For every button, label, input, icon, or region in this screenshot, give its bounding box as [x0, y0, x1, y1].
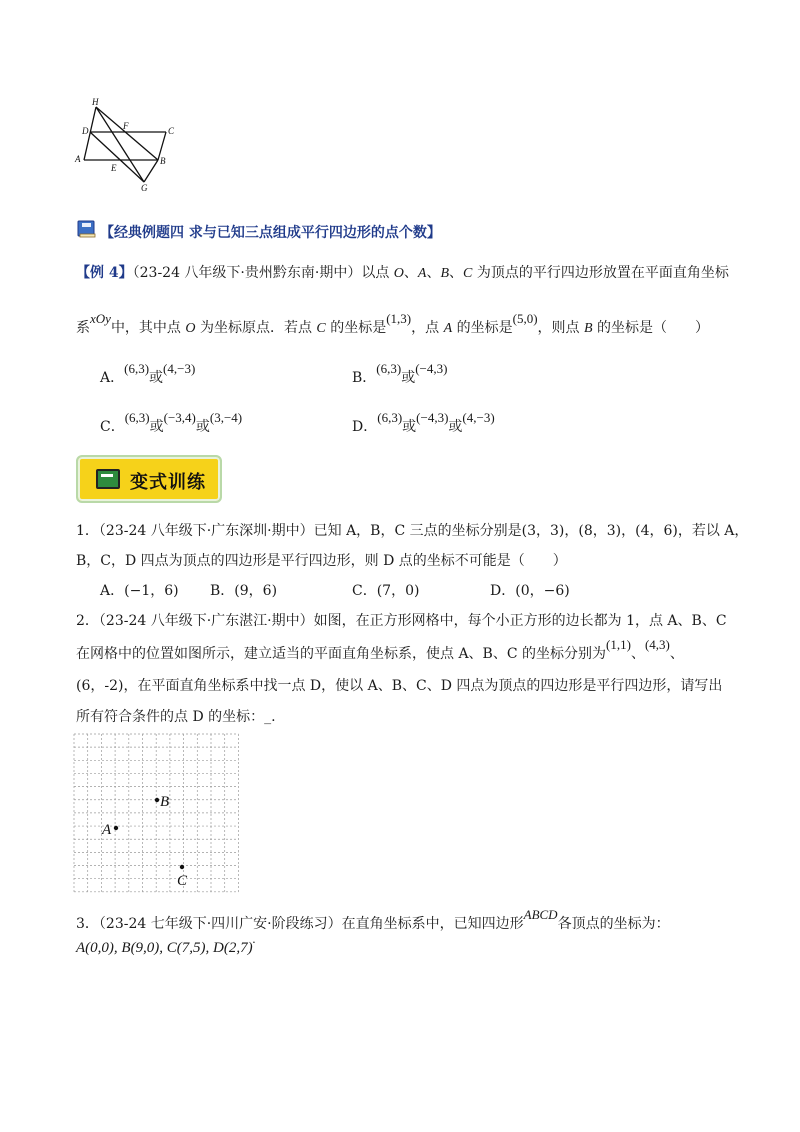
- example4-line2: 系xOy中，其中点 O 为坐标原点．若点 C 的坐标是(1,3)，点 A 的坐标是(5,0)，则点 B 的坐标是（ ）: [76, 311, 709, 336]
- label-point-c: C: [177, 873, 188, 889]
- label-g: G: [141, 183, 148, 193]
- q2-line4: 所有符合条件的点 D 的坐标：_.: [76, 709, 276, 725]
- book-icon: [76, 219, 98, 239]
- point-a: [114, 826, 118, 830]
- q3-line2: A(0,0), B(9,0), C(7,5), D(2,7).: [76, 931, 256, 956]
- example4-option-b: B．(6,3)或(−4,3): [352, 361, 448, 386]
- example4-line1: 【例 4】（23-24 八年级下·贵州黔东南·期中）以点 O、A、B、C 为顶点的平行四边形放置在平面直角坐标: [76, 265, 729, 281]
- label-point-b: B: [160, 794, 170, 810]
- q1-option-b: B．(9，6): [210, 583, 278, 599]
- label-d: D: [82, 126, 89, 136]
- q1-line1: 1．（23-24 八年级下·广东深圳·期中）已知 A，B，C 三点的坐标分别是(3，3)，(8，3)，(4，6)，若以 A，: [76, 523, 749, 539]
- label-a: A: [75, 154, 81, 164]
- q3-line1: 3．（23-24 七年级下·四川广安·阶段练习）在直角坐标系中，已知四边形ABCD各顶点的坐标为：: [76, 907, 670, 932]
- label-c: C: [168, 126, 175, 136]
- blackboard-icon: [96, 469, 120, 489]
- q2-line3: (6，-2)，在平面直角坐标系中找一点 D，使以 A、B、C、D 四点为顶点的四边形是平行四边形，请写出: [76, 678, 723, 694]
- q1-option-a: A．(−1，6): [100, 583, 179, 599]
- coordinate-grid-figure: [72, 732, 242, 896]
- section-title: 【经典例题四 求与已知三点组成平行四边形的点个数】: [100, 225, 441, 241]
- label-h: H: [92, 97, 99, 107]
- q1-option-c: C．(7，0): [352, 583, 420, 599]
- q1-line2: B，C，D 四点为顶点的四边形是平行四边形，则 D 点的坐标不可能是（ ）: [76, 553, 567, 569]
- badge-text: 变式训练: [130, 472, 206, 493]
- example4-option-c: C．(6,3)或(−3,4)或(3,−4): [100, 410, 243, 435]
- label-e: E: [111, 163, 117, 173]
- q2-line1: 2．（23-24 八年级下·广东湛江·期中）如图，在正方形网格中，每个小正方形的边长都为 1，点 A、B、C: [76, 613, 727, 629]
- label-point-a: A: [102, 822, 112, 838]
- example4-option-a: A．(6,3)或(4,−3): [100, 361, 196, 386]
- label-f: F: [123, 121, 129, 131]
- q1-option-d: D．(0，−6): [490, 583, 570, 599]
- point-c: [180, 865, 184, 869]
- example-label: 【例 4】: [76, 265, 133, 281]
- variant-training-badge: [76, 455, 222, 503]
- point-b: [155, 798, 159, 802]
- q2-line2: 在网格中的位置如图所示，建立适当的平面直角坐标系，使点 A、B、C 的坐标分别为(1,1)、(4,3)、: [76, 637, 684, 662]
- example4-option-d: D．(6,3)或(−4,3)或(4,−3): [352, 410, 495, 435]
- label-b: B: [160, 156, 166, 166]
- parallelogram-figure: [66, 96, 181, 196]
